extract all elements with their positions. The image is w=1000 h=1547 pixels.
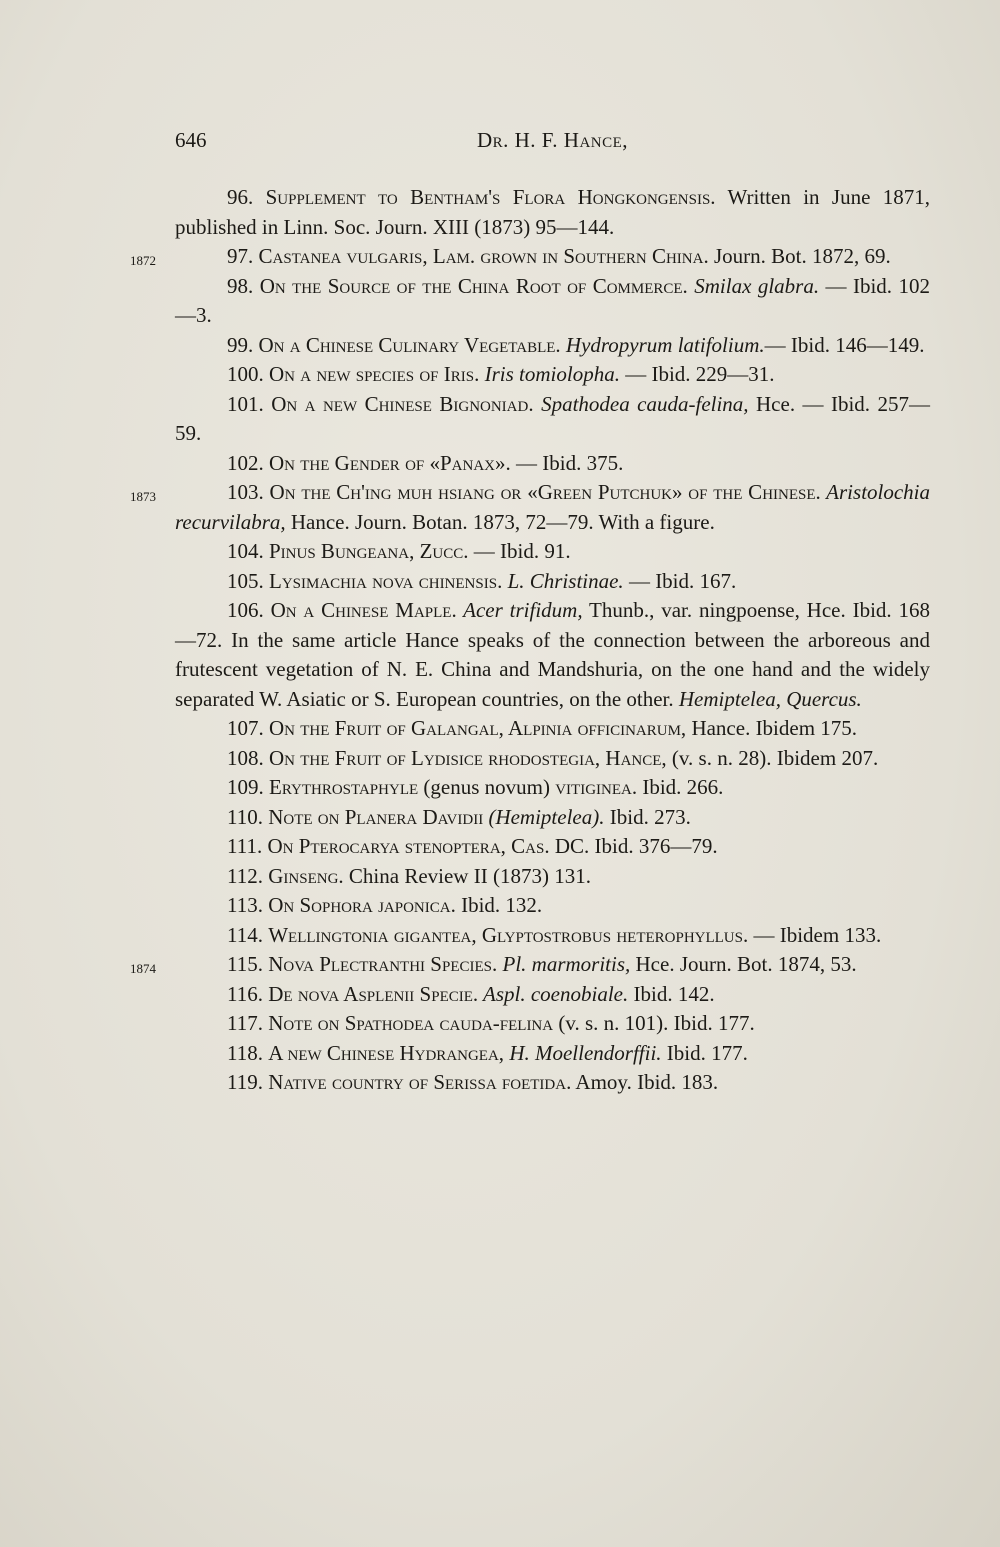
entry-citation: Hance. Ibidem 175. [686, 716, 858, 740]
entry-title: Pinus Bungeana, Zucc. [269, 539, 469, 563]
entry-citation: — Ibid. 91. [468, 539, 571, 563]
entry-citation: Hce. Journ. Bot. 1874, 53. [630, 952, 857, 976]
entry-citation: — Ibid. 146—149. [764, 332, 925, 357]
entry-number: 98. [227, 273, 260, 298]
entry-citation: Ibid. 177. [661, 1040, 748, 1065]
entry-species: Acer trifidum, [456, 598, 583, 622]
entry-number: 112. [227, 863, 269, 888]
entry-citation: — Ibidem 133. [748, 922, 882, 947]
entry-title: On a new species of Iris. [269, 362, 480, 386]
entry-species: Hydropyrum latifolium. [560, 332, 765, 357]
entry-species: L. Christinae. [502, 568, 624, 593]
entry-title: Castanea vulgaris, Lam. grown in Southern China. [258, 244, 709, 268]
entry-number: 110. [227, 804, 269, 829]
entry-number: 118. [227, 1040, 269, 1065]
entry-citation: — Ibid. 102—3. [175, 273, 930, 327]
bibliography-entry [130, 950, 930, 980]
entry-title: On the Fruit of Galangal, Alpinia officinarum, [269, 716, 687, 740]
entry-title: Note on Spathodea cauda-felina [268, 1011, 554, 1035]
entry-species: Pl. marmoritis, [497, 952, 631, 976]
entry-number: 117. [227, 1011, 269, 1035]
entry-citation: Journ. Bot. 1872, 69. [708, 244, 891, 268]
entry-number: 100. [227, 362, 269, 386]
entry-citation: — Ibid. 167. [623, 568, 737, 593]
page-number: 646 [175, 128, 207, 152]
entry-citation: (v. s. n. 101). Ibid. 177. [553, 1011, 755, 1035]
entry-citation: Ibid. 273. [604, 804, 691, 829]
entry-number: 114. [227, 922, 269, 947]
bibliography-entry [175, 360, 930, 390]
bibliography-entry [175, 390, 930, 449]
bibliography-entry [130, 478, 931, 537]
entry-number: 115. [227, 952, 269, 976]
entry-number: 119. [227, 1070, 269, 1094]
bibliography-entry [175, 596, 930, 714]
entry-species: Aspl. coenobiale. [478, 981, 629, 1006]
entry-title: De nova Asplenii Specie. [268, 981, 479, 1006]
entry-title: On Pterocarya stenoptera, Cas. DC. [267, 834, 590, 858]
entry-number: 102. [227, 450, 269, 475]
entry-citation: China Review II (1873) 131. [343, 863, 591, 888]
entry-title: Ginseng. [268, 863, 344, 888]
entry-number: 107. [227, 716, 269, 740]
entry-citation-continued: Ibid. 266. [637, 775, 724, 799]
entry-species: Smilax glabra. [687, 273, 820, 298]
margin-year: 1874 [130, 961, 156, 976]
entry-title: Native country of Serissa foetida. [268, 1070, 572, 1094]
entry-number: 113. [227, 893, 269, 917]
entry-citation: Written in June 1871, published in Linn. Soc. Journ. XIII (1873) 95—144. [175, 185, 931, 239]
bibliography-entry [175, 803, 930, 833]
running-title: Dr. H. F. Hance, [476, 128, 629, 152]
entry-title: A new Chinese Hydrangea, [268, 1040, 505, 1065]
entry-number: 116. [227, 981, 269, 1006]
entry-citation: (genus novum) [418, 775, 550, 799]
entry-number: 106. [227, 598, 271, 622]
margin-year: 1872 [130, 253, 156, 268]
entry-number: 109. [227, 775, 269, 799]
entry-title: Lysimachia nova chinensis. [269, 568, 503, 593]
bibliography-entry [130, 242, 930, 272]
entry-number: 101. [227, 391, 272, 416]
entry-citation: Amoy. Ibid. 183. [571, 1070, 719, 1094]
entry-title: On a Chinese Maple. [270, 598, 457, 622]
entry-title: Supplement to Bentham's Flora Hongkongensis. [265, 185, 716, 209]
entry-citation: Ibid. 132. [455, 893, 543, 917]
entry-title: Note on Planera Davidii [268, 804, 484, 829]
entry-number: 108. [227, 745, 269, 770]
entry-number: 104. [227, 539, 269, 563]
entry-number: 111. [227, 834, 268, 858]
entry-species: Spathodea cauda-felina, [533, 391, 749, 416]
bibliography-entry [175, 980, 930, 1010]
bibliography-entry [175, 567, 930, 597]
entry-citation: — Ibid. 375. [510, 450, 624, 475]
bibliography-entry [175, 832, 930, 862]
entry-species: Aristolochia recurvilabra, [175, 480, 931, 534]
entry-title: Wellingtonia gigantea, Glyptostrobus heterophyllus. [268, 922, 749, 947]
entry-citation: Hce. — Ibid. 257—59. [175, 391, 931, 445]
bibliography-entry [175, 537, 930, 567]
bibliography-list [130, 183, 931, 1098]
entry-number: 97. [227, 244, 259, 268]
bibliography-entry [175, 183, 930, 242]
entry-number: 99. [227, 332, 259, 357]
entry-title: On the Ch'ing muh hsiang or «Green Putchuk» of the Chinese. [269, 480, 821, 504]
entry-title: On the Gender of «Panax». [269, 450, 511, 475]
entry-number: 105. [227, 568, 269, 593]
bibliography-entry [175, 331, 930, 361]
bibliography-entry [175, 449, 930, 479]
entry-title: Nova Plectranthi Species. [268, 952, 498, 976]
entry-title: On Sophora japonica. [268, 893, 456, 917]
bibliography-entry [175, 272, 930, 331]
bibliography-entry [175, 1009, 930, 1039]
bibliography-entry [175, 714, 930, 744]
entry-citation: Ibid. 142. [628, 981, 715, 1006]
bibliography-entry [175, 921, 930, 951]
entry-species-continued: Hemiptelea, Quercus. [673, 686, 862, 711]
entry-number: 103. [227, 480, 270, 504]
page-header [175, 128, 930, 162]
entry-title: On the Source of the China Root of Commerce. [259, 273, 688, 298]
margin-year: 1873 [130, 489, 156, 504]
entry-species: (Hemiptelea). [483, 804, 605, 829]
entry-title: On a Chinese Culinary Vegetable. [258, 332, 561, 357]
entry-citation: Hance. Journ. Botan. 1873, 72—79. With a figure. [285, 509, 715, 534]
entry-species: H. Moellendorffii. [504, 1040, 662, 1065]
entry-citation: (v. s. n. 28). Ibidem 207. [666, 745, 879, 770]
entry-citation: Thunb., var. ningpoense, Hce. Ibid. 168—72. In the same article Hance speaks of the connection between the arboreous and frutescent vegetation of N. E. China and Mandshuria, on the one hand and the widely separated W. Asiatic or S. European countries, on the other. [175, 598, 930, 711]
bibliography-entry [175, 1068, 930, 1098]
bibliography-entry [175, 1039, 930, 1069]
entry-title: On the Fruit of Lydisice rhodostegia, Hance, [269, 745, 667, 770]
bibliography-entry [175, 773, 930, 803]
entry-title-continued: vitiginea. [549, 775, 638, 799]
bibliography-entry [175, 891, 930, 921]
bibliography-entry [175, 744, 930, 774]
entry-species: Iris tomiolopha. [479, 362, 620, 386]
entry-title: On a new Chinese Bignoniad. [271, 391, 534, 416]
entry-citation: Ibid. 376—79. [589, 834, 718, 858]
bibliography-entry [175, 862, 930, 892]
entry-citation: — Ibid. 229—31. [619, 362, 775, 386]
entry-title: Erythrostaphyle [269, 775, 419, 799]
entry-number: 96. [227, 185, 266, 209]
